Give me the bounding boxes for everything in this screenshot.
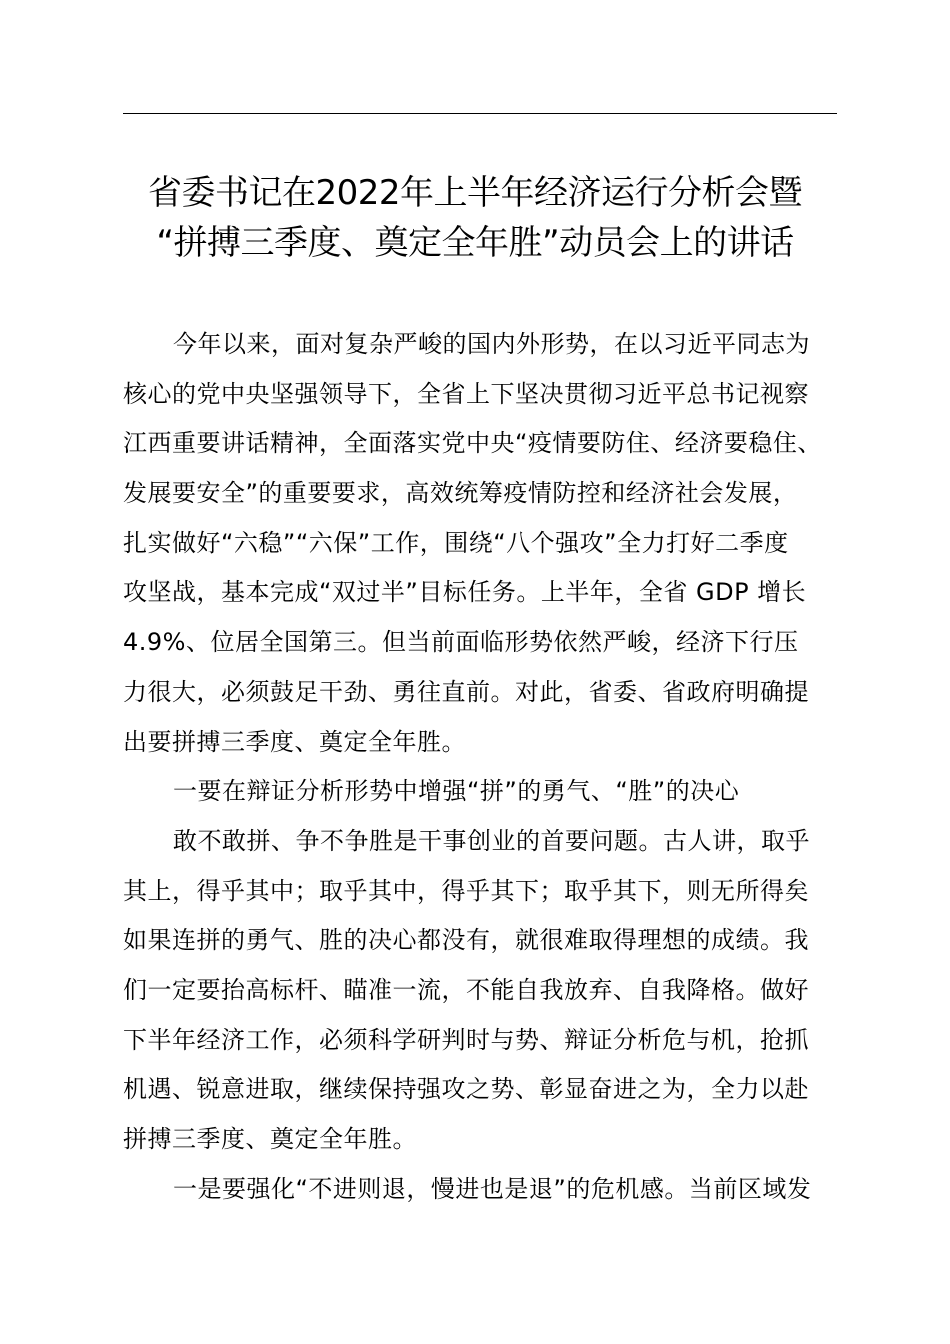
body-line: 拼搏三季度、奠定全年胜。 bbox=[123, 1125, 417, 1153]
title-line-1: 省委书记在2022年上半年经济运行分析会暨 bbox=[147, 173, 803, 213]
title-line-2: “拼搏三季度、奠定全年胜”动员会上的讲话 bbox=[156, 223, 794, 263]
body-line: 攻坚战，基本完成“双过半”目标任务。上半年，全省 GDP 增长 bbox=[123, 578, 807, 607]
body-line: 如果连拼的勇气、胜的决心都没有，就很难取得理想的成绩。我 bbox=[123, 926, 809, 955]
body-line: 4.9%、位居全国第三。但当前面临形势依然严峻，经济下行压 bbox=[123, 628, 799, 657]
body-line: 今年以来，面对复杂严峻的国内外形势，在以习近平同志为 bbox=[173, 330, 810, 358]
body-line: 力很大，必须鼓足干劲、勇往直前。对此，省委、省政府明确提 bbox=[123, 677, 809, 706]
body-line: 其上，得乎其中；取乎其中，得乎其下；取乎其下，则无所得矣 bbox=[123, 876, 809, 905]
header-rule bbox=[123, 113, 837, 114]
body-line: 出要拼搏三季度、奠定全年胜。 bbox=[123, 727, 466, 756]
body-line: 一是要强化“不进则退，慢进也是退”的危机感。当前区域发 bbox=[173, 1174, 812, 1203]
body-line: 下半年经济工作，必须科学研判时与势、辩证分析危与机，抢抓 bbox=[123, 1025, 809, 1054]
body-line: 们一定要抬高标杆、瞄准一流，不能自我放弃、自我降格。做好 bbox=[123, 975, 809, 1004]
body-line: 发展要安全”的重要要求，高效统筹疫情防控和经济社会发展， bbox=[123, 479, 798, 508]
document-title bbox=[100, 168, 850, 268]
body-line: 扎实做好“六稳”“六保”工作，围绕“八个强攻”全力打好二季度 bbox=[123, 528, 789, 557]
body-line: 核心的党中央坚强领导下，全省上下坚决贯彻习近平总书记视察 bbox=[123, 379, 809, 408]
document-body bbox=[123, 320, 839, 1214]
body-line: 机遇、锐意进取，继续保持强攻之势、彰显奋进之为，全力以赴 bbox=[123, 1075, 809, 1104]
body-line: 江西重要讲话精神，全面落实党中央“疫情要防住、经济要稳住、 bbox=[123, 429, 822, 458]
body-line: 敢不敢拼、争不争胜是干事创业的首要问题。古人讲，取乎 bbox=[173, 826, 810, 855]
section-heading: 一要在辩证分析形势中增强“拼”的勇气、“胜”的决心 bbox=[173, 777, 740, 806]
